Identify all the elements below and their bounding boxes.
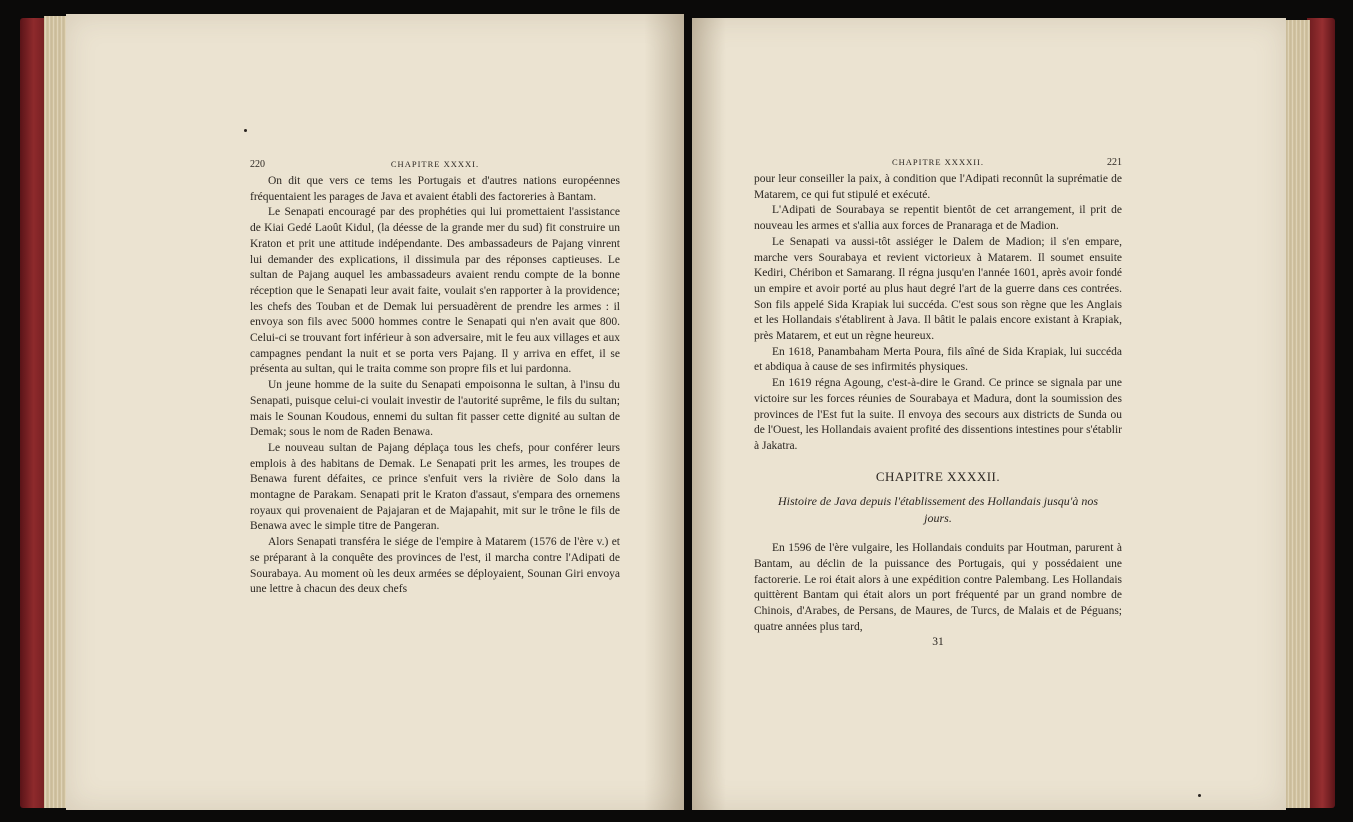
signature-mark: 31 <box>932 635 944 648</box>
right-page-number: 221 <box>1107 157 1122 168</box>
left-paragraph: On dit que vers ce tems les Portugais et d'autres nations européennes fréquentaient les parages de Java et avaient établi des factoreries à Bantam. <box>250 175 620 203</box>
right-paragraph: En 1619 régna Agoung, c'est-à-dire le Grand. Ce prince se signala par une victoire sur les forces réunies de Sourabaya et Madura, dont la soumission des provinces de l'Est fut la suite. Il envoya des secours aux districts de Sunda ou de l'Ouest, les Hollandais avaient profité des dissentions intestines pour s'établir à Jakatra. <box>754 377 1122 452</box>
gutter-shadow-right <box>692 18 726 810</box>
chapter-subtitle: Histoire de Java depuis l'établissement des Hollandais jusqu'à nos jours. <box>778 494 1098 526</box>
right-running-header <box>754 155 1122 169</box>
book-binding-right <box>1307 18 1335 808</box>
left-page <box>66 14 684 810</box>
right-paragraph: En 1618, Panambaham Merta Poura, fils aîné de Sida Krapiak, lui succéda et abdiqua à cause de ses infirmités physiques. <box>754 345 1122 374</box>
ink-speck <box>1198 794 1201 797</box>
left-page-text <box>250 157 620 598</box>
page-edges-right <box>1282 20 1310 808</box>
left-paragraph: Le Senapati encouragé par des prophéties qui lui promettaient l'assistance de Kiai Gedé Laoût Kidul, (la déesse de la grande mer du sud) fit construire un Kraton et prit une attitude indépendante. Des ambassadeurs de Pajang vinrent lui demander des explications, il dissimula par des réponses captieuses. Le sultan de Pajang auquel les ambassadeurs avaient rendu compte de la bonne réception que le Senapati leur avait faite, voulait s'en rapporter à la providence; les chefs des Touban et de Demak lui persuadèrent de prendre les armes : il envoya son fils avec 5000 hommes contre le Senapati qui n'en avait que 800. Celui-ci se trouvant fort inférieur à son adversaire, mit le feu aux villages et aux campagnes pendant la nuit et se porta vers Pajang. Il y arriva en effet, il se présenta au sultan, qui le traita comme son propre fils et lui pardonna. <box>250 206 620 376</box>
right-paragraph: pour leur conseiller la paix, à condition que l'Adipati reconnût la suprématie de Matarem, ce qui fut stipulé et exécuté. <box>754 173 1122 201</box>
chapter-title: CHAPITRE XXXXII. <box>875 468 1001 484</box>
right-paragraph: En 1596 de l'ère vulgaire, les Hollandais conduits par Houtman, parurent à Bantam, au déclin de la puissance des Portugais, qui y possédaient une factorerie. Le roi était alors à une expédition contre Palembang. Les Hollandais quittèrent Bantam qui était alors un port fréquenté par un grand nombre de Chinois, d'Arabes, de Persans, de Maures, de Turcs, de Malais et de Péguans; quatre années plus tard, <box>754 542 1122 633</box>
left-paragraph: Alors Senapati transféra le siége de l'empire à Matarem (1576 de l'ère v.) et se préparant à la conquête des provinces de l'est, il marcha contre l'Adipati de Sourabaya. Au moment où les deux armées se déployaient, Sounan Giri envoya une lettre à chacun des deux chefs <box>250 536 620 596</box>
gutter-shadow-left <box>644 14 684 810</box>
left-running-header <box>250 157 620 171</box>
right-paragraph: Le Senapati va aussi-tôt assiéger le Dalem de Madion; il s'en empare, marche vers Sourabaya et revient victorieux à Matarem. Il soumet ensuite Kediri, Chéribon et Samarang. Il régna jusqu'en l'année 1601, après avoir fondé un empire et avoir porté au plus haut degré l'art de la guerre dans ces contrées. Son fils appelé Sida Krapiak lui succéda. C'est sous son règne que les Anglais et les Hollandais s'établirent à Java. Il bâtit le palais encore existant à Krapiak, près Matarem, et eut un règne heureux. <box>754 235 1122 343</box>
ink-speck <box>244 129 247 132</box>
right-paragraph: L'Adipati de Sourabaya se repentit bientôt de cet arrangement, il prit de nouveau les armes et s'allia aux forces de Pranaraga et de Madion. <box>754 204 1122 233</box>
left-paragraph: Un jeune homme de la suite du Senapati empoisonna le sultan, à l'insu du Senapati, puisque celui-ci voulait investir de l'autorité suprême, le fils du sultan; mais le Sounan Koudous, ennemi du sultan fit passer cette dignité au sultan de Demak; sous le nom de Raden Benawa. <box>250 379 620 439</box>
right-running-head: CHAPITRE XXXXII. <box>891 157 985 167</box>
left-paragraph: Le nouveau sultan de Pajang déplaça tous les chefs, pour conférer leurs emplois à des habitans de Demak. Le Senapati prit les armes, les troupes de Benawa furent défaites, ce prince s'enfuit vers la rivière de Solo dans la montagne de Parakam. Senapati prit le Kraton d'assaut, s'empara des ornemens royaux qui provenaient de Pajajaran et de Majapahit, mit sur le trône le fils de Benawa avec le simple titre de Pangeran. <box>250 441 620 533</box>
right-page <box>692 18 1286 810</box>
left-running-head: CHAPITRE XXXXI. <box>390 159 480 169</box>
left-page-number: 220 <box>250 159 265 170</box>
right-page-text <box>754 155 1122 650</box>
